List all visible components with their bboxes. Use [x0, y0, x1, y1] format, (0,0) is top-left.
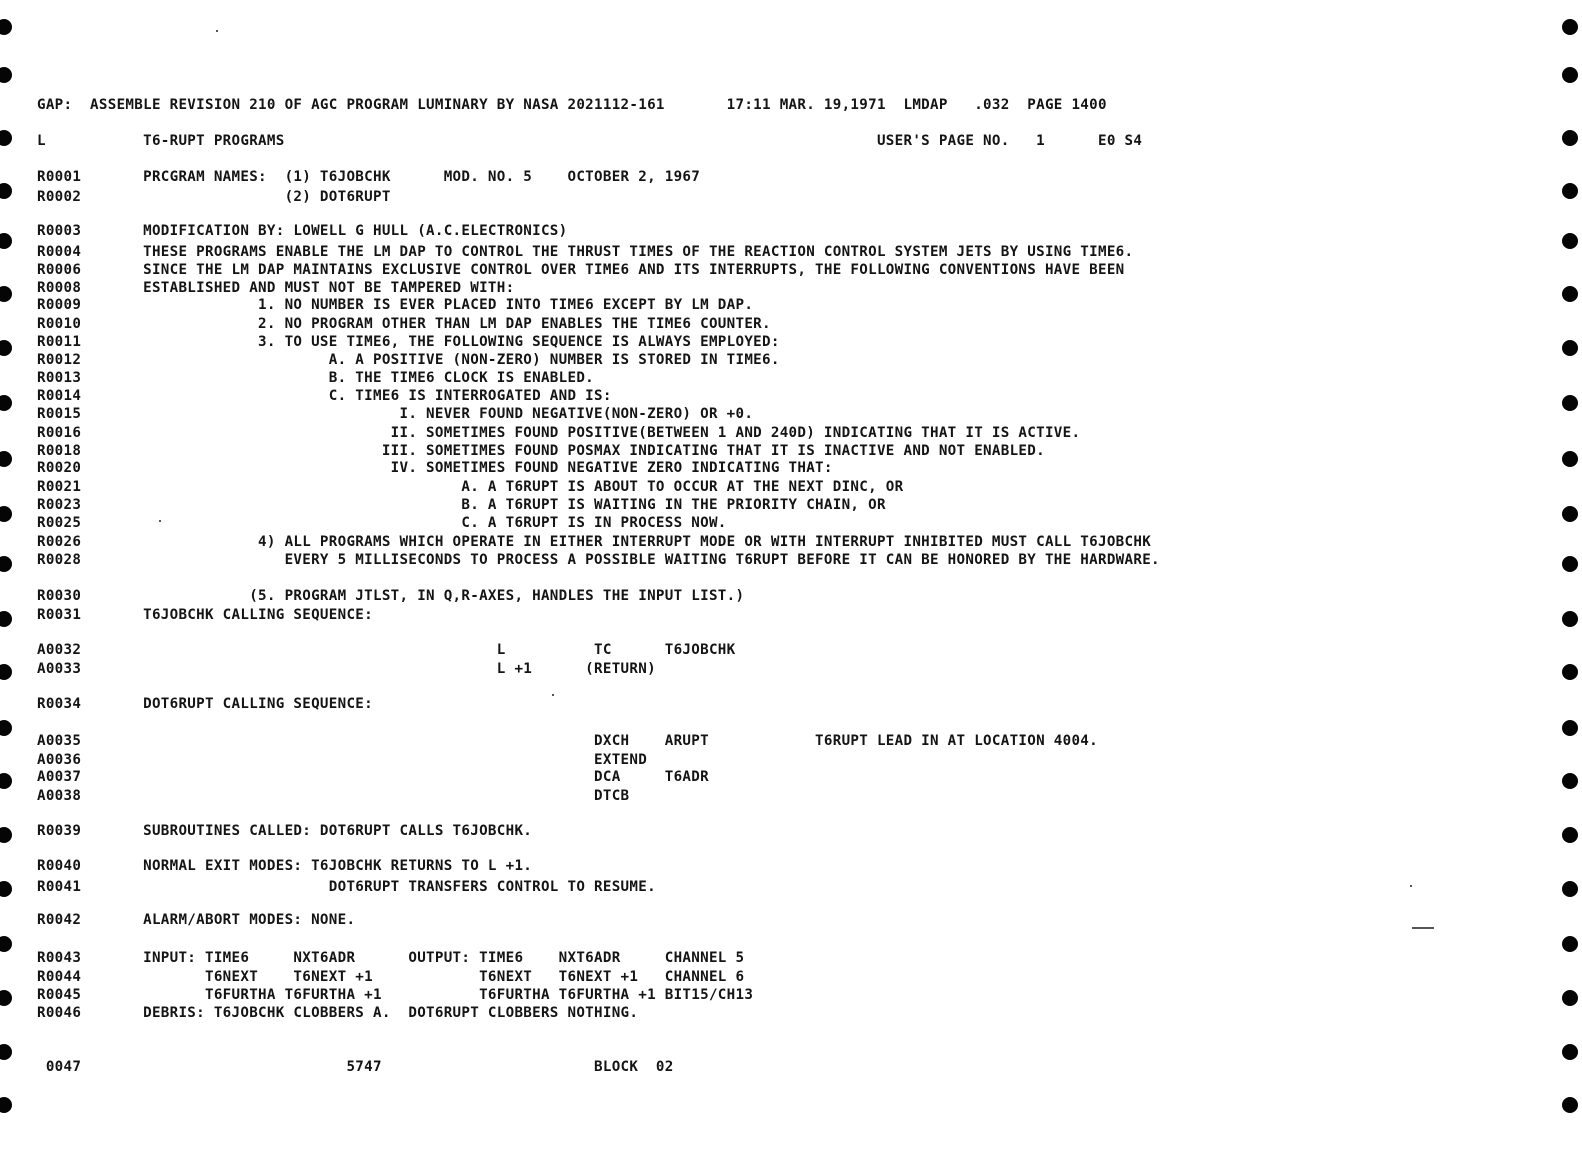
listing-line: R0013 B. THE TIME6 CLOCK IS ENABLED.: [37, 370, 595, 386]
sprocket-hole: [1562, 183, 1578, 199]
sprocket-hole: [0, 827, 12, 843]
sprocket-hole: [1562, 67, 1578, 83]
sprocket-hole: [0, 183, 12, 199]
sprocket-hole: [1562, 19, 1578, 35]
listing-line: R0004 THESE PROGRAMS ENABLE THE LM DAP TO CONTROL THE THRUST TIMES OF THE REACTION CONTROL SYSTEM JETS BY USING TIME6.: [37, 244, 1134, 260]
sprocket-hole: [1562, 773, 1578, 789]
sprocket-hole: [1562, 881, 1578, 897]
sprocket-hole: [1562, 611, 1578, 627]
sprocket-hole: [1562, 556, 1578, 572]
sprocket-hole: [1562, 827, 1578, 843]
listing-line: R0001 PRCGRAM NAMES: (1) T6JOBCHK MOD. NO. 5 OCTOBER 2, 1967: [37, 169, 701, 185]
sprocket-hole: [0, 130, 12, 146]
listing-line: R0016 II. SOMETIMES FOUND POSITIVE(BETWEEN 1 AND 240D) INDICATING THAT IT IS ACTIVE.: [37, 425, 1081, 441]
listing-line: R0023 B. A T6RUPT IS WAITING IN THE PRIORITY CHAIN, OR: [37, 497, 886, 513]
listing-line: R0031 T6JOBCHK CALLING SEQUENCE:: [37, 607, 373, 623]
scan-speck: [1410, 885, 1412, 887]
listing-line: R0018 III. SOMETIMES FOUND POSMAX INDICATING THAT IT IS INACTIVE AND NOT ENABLED.: [37, 443, 1045, 459]
listing-line: R0026 4) ALL PROGRAMS WHICH OPERATE IN EITHER INTERRUPT MODE OR WITH INTERRUPT INHIBITED MUST CALL T6JOBCHK: [37, 534, 1152, 550]
sprocket-hole: [0, 340, 12, 356]
sprocket-hole: [1562, 936, 1578, 952]
sprocket-hole: [1562, 130, 1578, 146]
sprocket-hole: [0, 286, 12, 302]
sprocket-hole: [0, 773, 12, 789]
listing-line: R0020 IV. SOMETIMES FOUND NEGATIVE ZERO INDICATING THAT:: [37, 460, 833, 476]
listing-line: R0034 DOT6RUPT CALLING SEQUENCE:: [37, 696, 373, 712]
listing-line: R0010 2. NO PROGRAM OTHER THAN LM DAP ENABLES THE TIME6 COUNTER.: [37, 316, 771, 332]
listing-line: R0028 EVERY 5 MILLISECONDS TO PROCESS A POSSIBLE WAITING T6RUPT BEFORE IT CAN BE HONORED BY THE HARDWARE.: [37, 552, 1160, 568]
listing-line: R0009 1. NO NUMBER IS EVER PLACED INTO TIME6 EXCEPT BY LM DAP.: [37, 297, 754, 313]
listing-line: R0042 ALARM/ABORT MODES: NONE.: [37, 912, 356, 928]
listing-line: R0039 SUBROUTINES CALLED: DOT6RUPT CALLS T6JOBCHK.: [37, 823, 533, 839]
listing-line: R0002 (2) DOT6RUPT: [37, 189, 391, 205]
listing-line: R0015 I. NEVER FOUND NEGATIVE(NON-ZERO) OR +0.: [37, 406, 754, 422]
sprocket-hole: [0, 395, 12, 411]
listing-line: R0045 T6FURTHA T6FURTHA +1 T6FURTHA T6FURTHA +1 BIT15/CH13: [37, 987, 754, 1003]
listing-line: R0012 A. A POSITIVE (NON-ZERO) NUMBER IS STORED IN TIME6.: [37, 352, 780, 368]
sprocket-hole: [1562, 990, 1578, 1006]
sprocket-hole: [1562, 340, 1578, 356]
sprocket-hole: [0, 19, 12, 35]
listing-line: R0041 DOT6RUPT TRANSFERS CONTROL TO RESUME.: [37, 879, 656, 895]
listing-header-subtitle: L T6-RUPT PROGRAMS USER'S PAGE NO. 1 E0 S4: [37, 133, 1143, 149]
listing-line: A0037 DCA T6ADR: [37, 769, 709, 785]
listing-line: R0014 C. TIME6 IS INTERROGATED AND IS:: [37, 388, 612, 404]
sprocket-hole: [1562, 233, 1578, 249]
sprocket-hole: [0, 881, 12, 897]
sprocket-hole: [0, 936, 12, 952]
listing-line: A0033 L +1 (RETURN): [37, 661, 656, 677]
listing-line: R0043 INPUT: TIME6 NXT6ADR OUTPUT: TIME6 NXT6ADR CHANNEL 5: [37, 950, 745, 966]
listing-line: R0044 T6NEXT T6NEXT +1 T6NEXT T6NEXT +1 CHANNEL 6: [37, 969, 745, 985]
sprocket-hole: [0, 233, 12, 249]
listing-line: R0030 (5. PROGRAM JTLST, IN Q,R-AXES, HANDLES THE INPUT LIST.): [37, 588, 745, 604]
listing-line: R0021 A. A T6RUPT IS ABOUT TO OCCUR AT THE NEXT DINC, OR: [37, 479, 904, 495]
sprocket-hole: [0, 67, 12, 83]
listing-line: R0025 C. A T6RUPT IS IN PROCESS NOW.: [37, 515, 727, 531]
sprocket-hole: [0, 720, 12, 736]
sprocket-hole: [0, 451, 12, 467]
sprocket-hole: [1562, 720, 1578, 736]
sprocket-hole: [1562, 1044, 1578, 1060]
listing-line: R0046 DEBRIS: T6JOBCHK CLOBBERS A. DOT6RUPT CLOBBERS NOTHING.: [37, 1005, 639, 1021]
sprocket-hole: [1562, 664, 1578, 680]
listing-header-title: GAP: ASSEMBLE REVISION 210 OF AGC PROGRAM LUMINARY BY NASA 2021112-161 17:11 MAR. 19,1971 LMDAP .032 PAGE 1400: [37, 97, 1107, 113]
sprocket-hole: [1562, 451, 1578, 467]
sprocket-hole: [0, 611, 12, 627]
sprocket-hole: [1562, 286, 1578, 302]
sprocket-hole: [0, 1044, 12, 1060]
listing-line: A0036 EXTEND: [37, 752, 648, 768]
listing-line: R0008 ESTABLISHED AND MUST NOT BE TAMPERED WITH:: [37, 280, 515, 296]
listing-line: R0006 SINCE THE LM DAP MAINTAINS EXCLUSIVE CONTROL OVER TIME6 AND ITS INTERRUPTS, THE FOLLOWING CONVENTIONS HAVE BEEN: [37, 262, 1125, 278]
listing-line: A0038 DTCB: [37, 788, 630, 804]
listing-line: R0040 NORMAL EXIT MODES: T6JOBCHK RETURNS TO L +1.: [37, 858, 533, 874]
listing-line: R0011 3. TO USE TIME6, THE FOLLOWING SEQUENCE IS ALWAYS EMPLOYED:: [37, 334, 780, 350]
sprocket-hole: [1562, 395, 1578, 411]
listing-line: R0003 MODIFICATION BY: LOWELL G HULL (A.C.ELECTRONICS): [37, 223, 568, 239]
listing-line: A0035 DXCH ARUPT T6RUPT LEAD IN AT LOCATION 4004.: [37, 733, 1098, 749]
sprocket-hole: [0, 506, 12, 522]
sprocket-hole: [0, 664, 12, 680]
scan-speck: [1412, 927, 1434, 929]
listing-footer: 0047 5747 BLOCK 02: [37, 1059, 674, 1075]
sprocket-hole: [1562, 1097, 1578, 1113]
listing-line: A0032 L TC T6JOBCHK: [37, 642, 736, 658]
scan-speck: [552, 694, 554, 696]
sprocket-hole: [0, 990, 12, 1006]
sprocket-hole: [1562, 506, 1578, 522]
sprocket-hole: [0, 1097, 12, 1113]
sprocket-hole: [0, 556, 12, 572]
scan-speck: [216, 30, 218, 32]
